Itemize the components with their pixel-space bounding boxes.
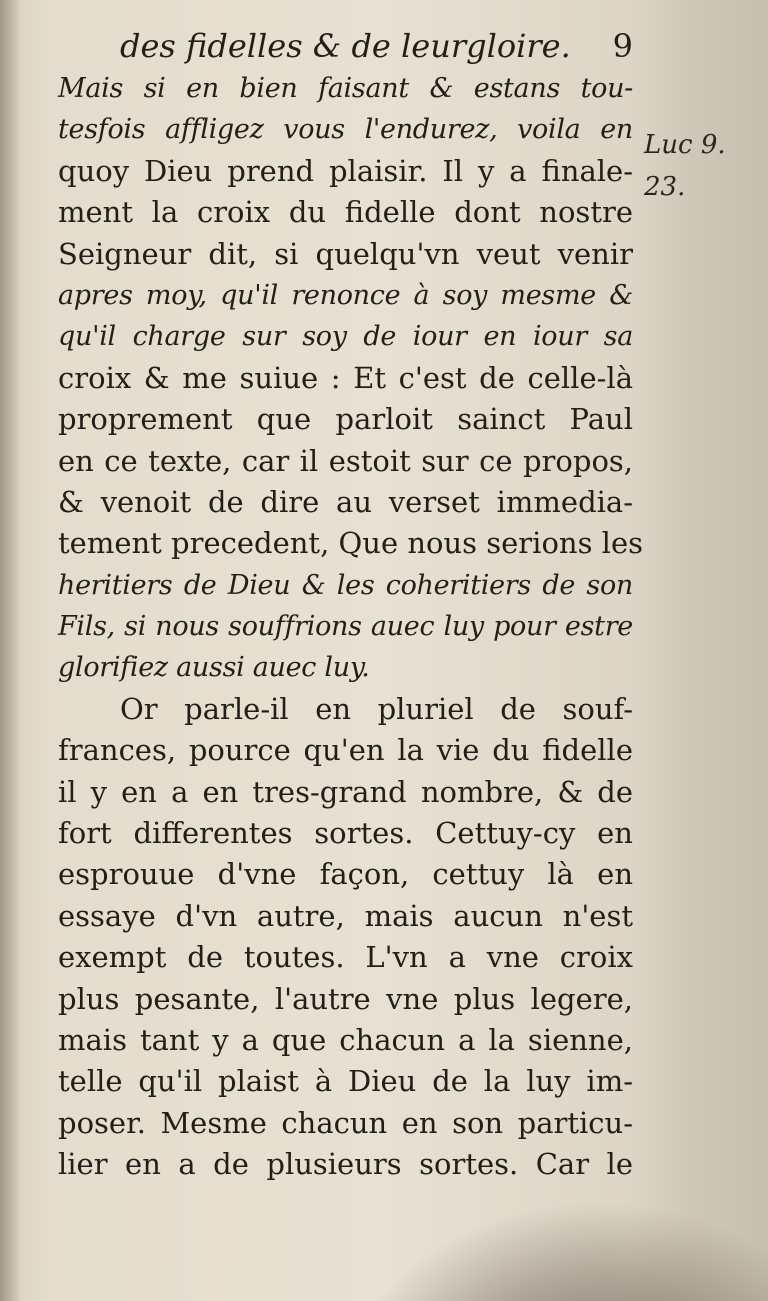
page-edge-shadow [0, 0, 22, 1301]
text-line: il y en a en tres-grand nombre, & de [58, 774, 633, 809]
text-line: frances, pource qu'en la vie du fidelle [58, 733, 633, 768]
marginal-reference: Luc 9. [644, 130, 726, 160]
marginal-verse: 23. [644, 172, 686, 202]
page-text [58, 24, 643, 1186]
catchword-line: lier en a de plusieurs sortes. Car le [58, 1147, 633, 1182]
text-line: ment la croix du fidelle dont nostre [58, 195, 633, 230]
text-line: croix & me suiue : Et c'est de celle-là [58, 360, 633, 395]
paragraph-start-line: Or parle-il en pluriel de souf- [120, 691, 633, 726]
text-line: telle qu'il plaist à Dieu de la luy im- [58, 1064, 633, 1099]
text-line: tesfois affligez vous l'endurez, voila en [58, 114, 633, 146]
text-line: & venoit de dire au verset immedia- [58, 484, 633, 519]
text-line: en ce texte, car il estoit sur ce propos, [58, 443, 633, 478]
page-number: 9 [612, 27, 633, 65]
text-line: Fils, si nous souffrions auec luy pour estre [58, 611, 633, 643]
text-line: apres moy, qu'il renonce à soy mesme & [58, 279, 633, 311]
text-line: proprement que parloit sainct Paul [58, 402, 633, 437]
text-line: tement precedent, Que nous serions les [58, 526, 643, 561]
text-line: essaye d'vn autre, mais aucun n'est [58, 898, 633, 933]
text-line: esprouue d'vne façon, cettuy là en [58, 857, 633, 892]
text-line: Seigneur dit, si quelqu'vn veut venir [58, 236, 633, 271]
running-header [58, 24, 633, 68]
text-line: poser. Mesme chacun en son particu- [58, 1105, 633, 1140]
text-line: Mais si en bien faisant & estans tou- [58, 73, 633, 104]
text-line: exempt de toutes. L'vn a vne croix [58, 940, 633, 975]
running-title: des fidelles & de leurgloire. [120, 27, 571, 65]
text-line: qu'il charge sur soy de iour en iour sa [58, 321, 633, 353]
thumb-shadow [340, 1200, 768, 1301]
text-line: glorifiez aussi auec luy. [58, 652, 370, 684]
text-line: plus pesante, l'autre vne plus legere, [58, 981, 633, 1016]
text-line: heritiers de Dieu & les coheritiers de son [58, 569, 633, 601]
text-line: mais tant y a que chacun a la sienne, [58, 1022, 633, 1057]
text-line: quoy Dieu prend plaisir. Il y a finale- [58, 153, 633, 188]
text-line: fort differentes sortes. Cettuy-cy en [58, 816, 633, 851]
